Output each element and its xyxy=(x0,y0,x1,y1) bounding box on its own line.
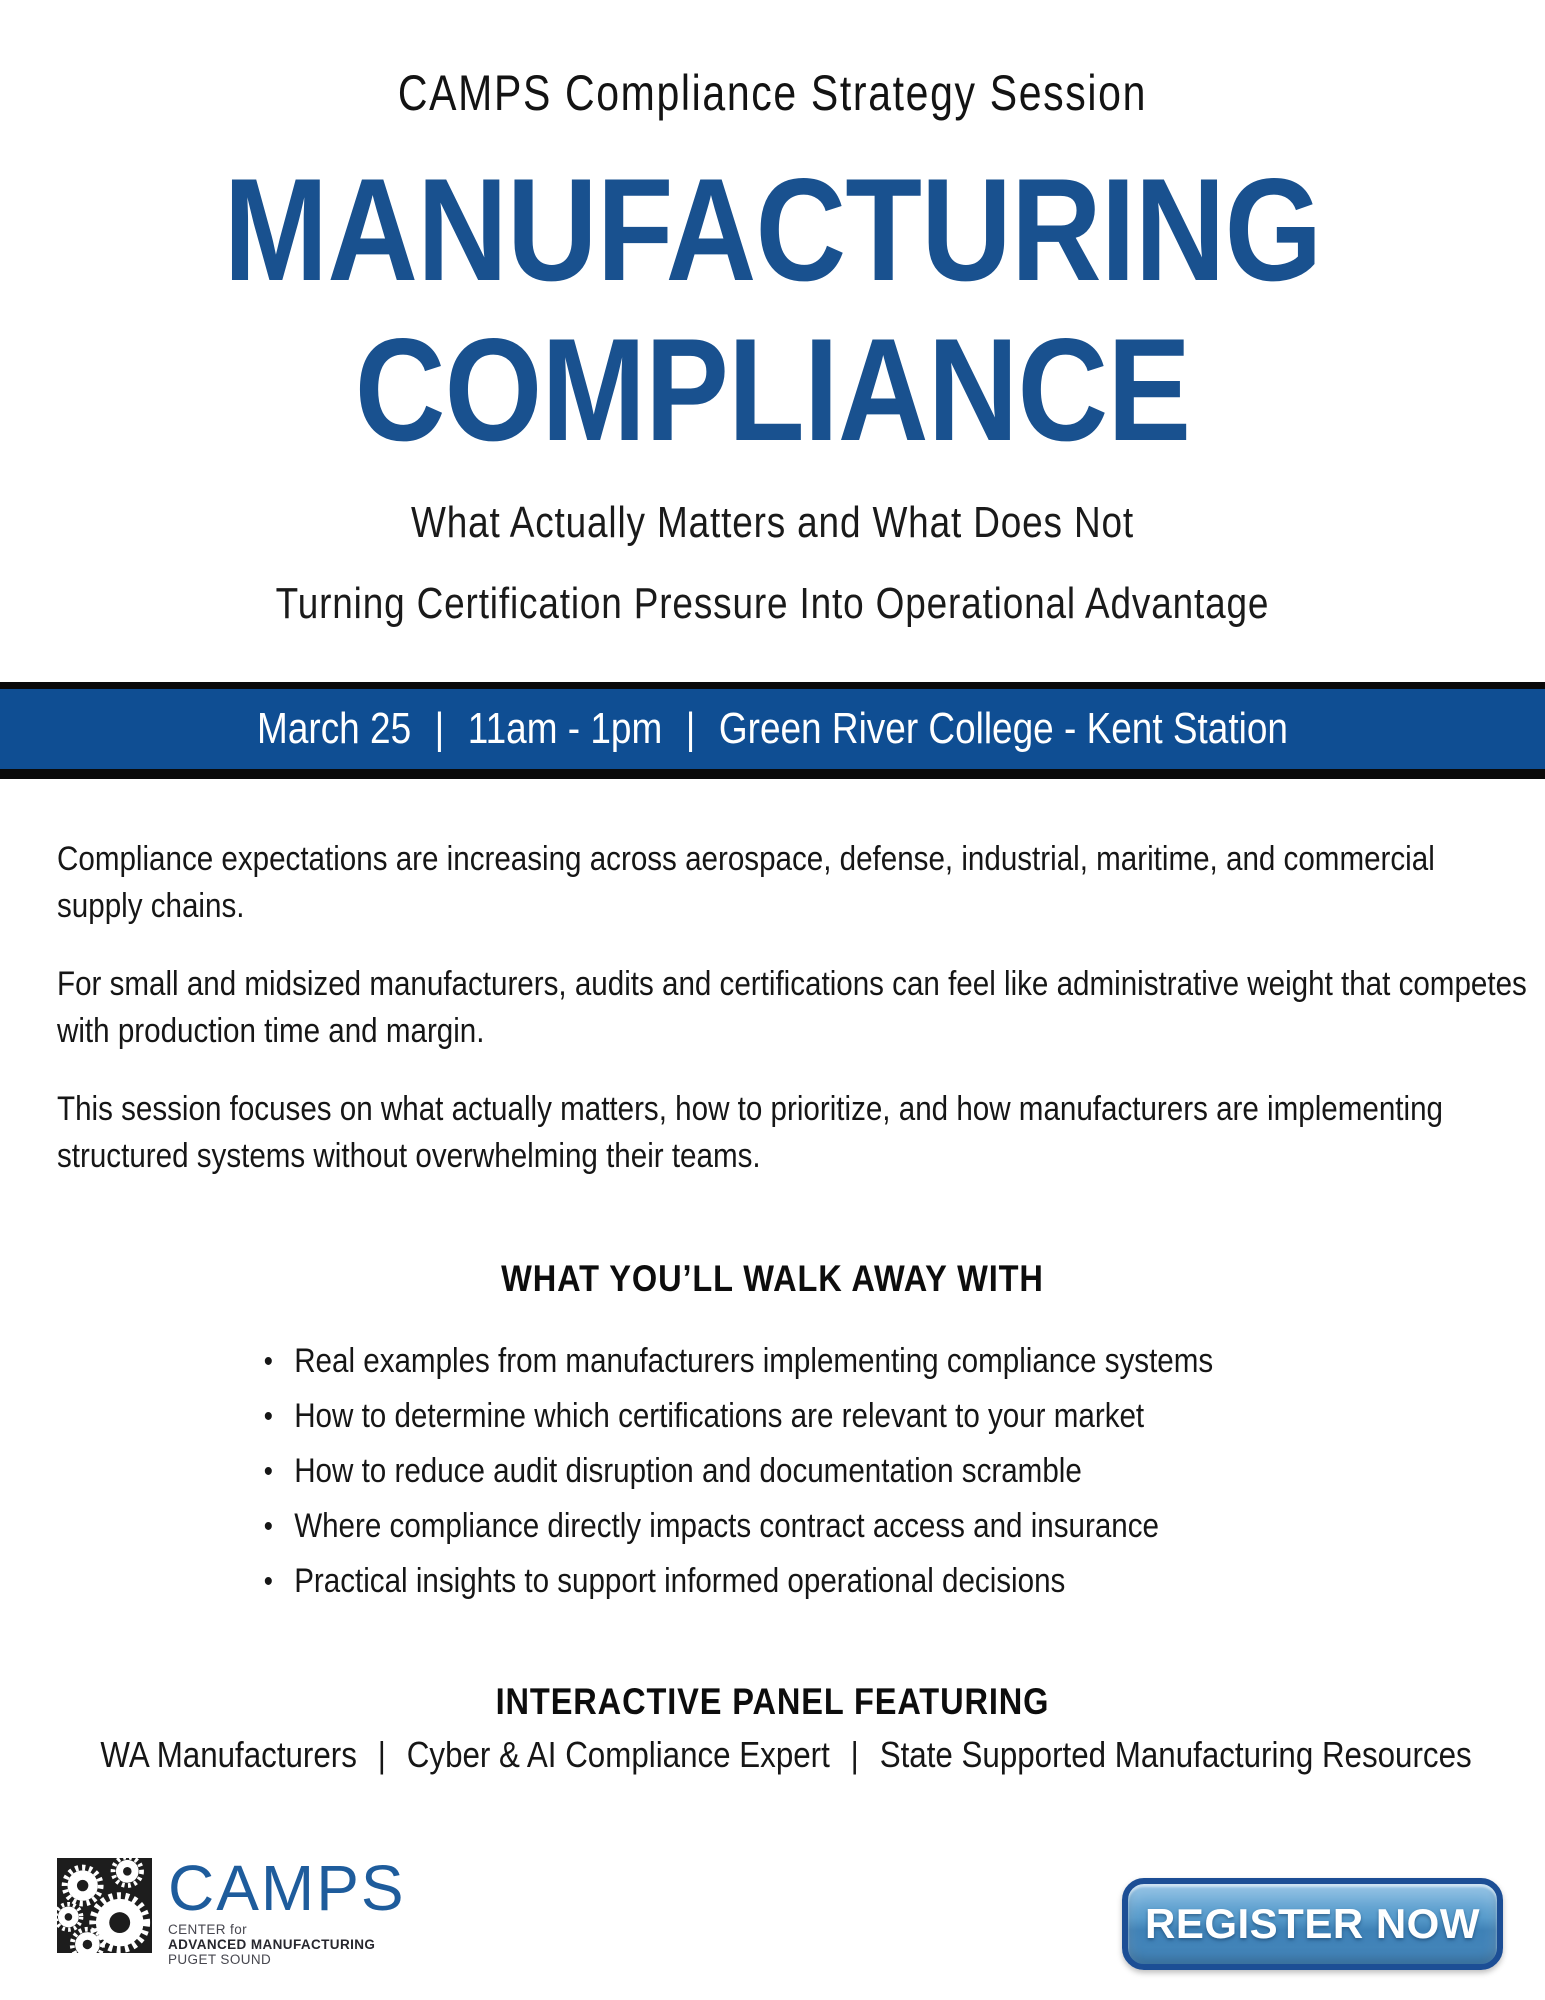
takeaway-list xyxy=(262,1334,1355,1609)
banner-location: Green River College - Kent Station xyxy=(718,704,1288,753)
banner-date: March 25 xyxy=(257,704,412,753)
kicker: CAMPS Compliance Strategy Session xyxy=(397,65,1148,121)
panel-heading: INTERACTIVE PANEL FEATURING xyxy=(495,1681,1050,1722)
camps-logo-text xyxy=(168,1852,406,1967)
panel-separator: | xyxy=(377,1734,386,1775)
banner-separator: | xyxy=(685,704,696,753)
intro-section xyxy=(57,836,1527,1211)
camps-wordmark: CAMPS xyxy=(168,1852,406,1924)
camps-logo xyxy=(57,1852,406,1967)
intro-paragraph: For small and midsized manufacturers, audits and certifications can feel like administrative weight that competes with production time and margin. xyxy=(57,965,1527,1050)
panel-item-state-resources: State Supported Manufacturing Resources xyxy=(879,1734,1472,1775)
intro-paragraph: This session focuses on what actually matters, how to prioritize, and how manufacturers are implementing structured systems without overwhelming their teams. xyxy=(57,1090,1443,1175)
panel-separator: | xyxy=(850,1734,859,1775)
event-details-banner xyxy=(0,682,1545,779)
register-now-button[interactable]: REGISTER NOW xyxy=(1122,1878,1503,1970)
takeaway-item: • Real examples from manufacturers implementing compliance systems xyxy=(262,1334,1213,1389)
takeaway-item: • How to determine which certifications are relevant to your market xyxy=(262,1389,1213,1444)
subtitle-primary: What Actually Matters and What Does Not xyxy=(411,498,1134,547)
takeaway-item: • How to reduce audit disruption and documentation scramble xyxy=(262,1444,1213,1499)
logo-subline-advanced-manufacturing: ADVANCED MANUFACTURING xyxy=(168,1937,376,1952)
panel-item-cyber-expert: Cyber & AI Compliance Expert xyxy=(406,1734,830,1775)
takeaway-item: • Practical insights to support informed operational decisions xyxy=(262,1554,1213,1609)
event-title-line-1: MANUFACTURING xyxy=(223,148,1322,311)
event-title-line-2: COMPLIANCE xyxy=(354,308,1191,471)
banner-separator: | xyxy=(434,704,445,753)
takeaways-heading: WHAT YOU’LL WALK AWAY WITH xyxy=(501,1258,1044,1299)
subtitle-secondary: Turning Certification Pressure Into Operational Advantage xyxy=(275,579,1270,628)
event-details-text xyxy=(124,689,1422,769)
panel-participants xyxy=(100,1734,1472,1776)
panel-item-manufacturers: WA Manufacturers xyxy=(100,1734,357,1775)
logo-subline-puget-sound: PUGET SOUND xyxy=(168,1952,272,1967)
event-title xyxy=(108,150,1437,470)
banner-time: 11am - 1pm xyxy=(467,704,663,753)
takeaway-item: • Where compliance directly impacts contract access and insurance xyxy=(262,1499,1213,1554)
logo-subline-center-for: CENTER for xyxy=(168,1922,248,1937)
gears-icon xyxy=(57,1858,152,1953)
intro-paragraph: Compliance expectations are increasing across aerospace, defense, industrial, maritime, and commercial supply chains. xyxy=(57,840,1435,925)
camps-logo-subtext xyxy=(168,1922,406,1967)
